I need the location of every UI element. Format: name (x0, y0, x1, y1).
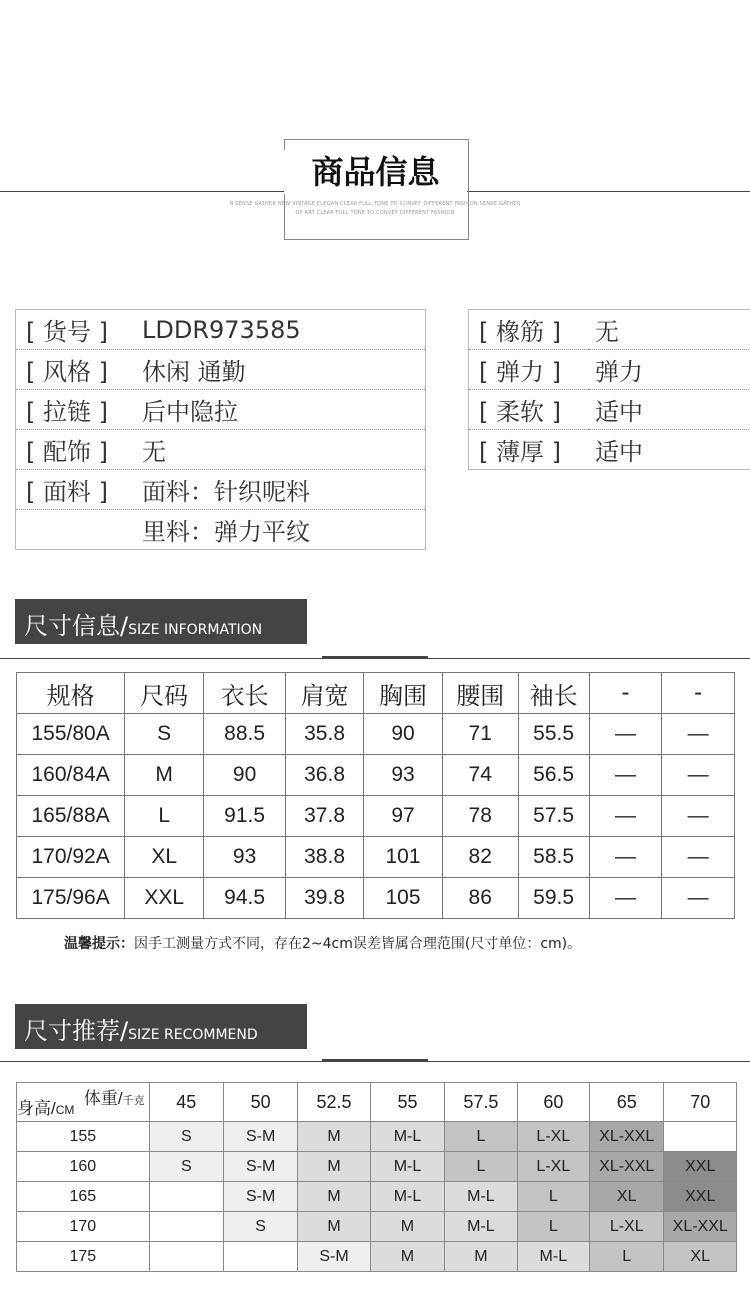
weight-header: 52.5 (298, 1083, 371, 1122)
size-cell: 57.5 (518, 796, 589, 837)
recommend-cell: S-M (223, 1122, 297, 1152)
size-cell: 74 (442, 755, 518, 796)
size-cell: 93 (364, 755, 443, 796)
recommend-cell (664, 1122, 737, 1152)
size-cell: 37.8 (286, 796, 364, 837)
info-value: 休闲 通勤 (136, 350, 425, 390)
size-cell: L (125, 796, 204, 837)
size-cell: XL (125, 837, 204, 878)
info-value: 面料：针织呢料 (136, 470, 425, 510)
size-cell: S (125, 714, 204, 755)
size-table (16, 672, 735, 919)
height-cell: 155 (17, 1122, 150, 1152)
recommend-cell: S (223, 1212, 297, 1242)
table-row (17, 714, 735, 755)
size-recommend-header (15, 1004, 307, 1049)
size-cell: — (589, 714, 662, 755)
size-cell: — (662, 714, 735, 755)
size-cell: 160/84A (17, 755, 125, 796)
info-value: 适中 (595, 438, 643, 466)
section-divider (0, 658, 750, 659)
info-row (16, 310, 425, 350)
info-key: [ 配饰 ] (16, 430, 136, 470)
info-key: [ 薄厚 ] (479, 438, 561, 466)
height-cell: 170 (17, 1212, 150, 1242)
recommend-cell: M (370, 1242, 444, 1272)
info-key: [ 风格 ] (16, 350, 136, 390)
size-recommend-slash: / (120, 1017, 129, 1045)
table-row (17, 1212, 737, 1242)
info-key: [ 面料 ] (16, 470, 136, 510)
recommend-cell: M (298, 1182, 371, 1212)
size-recommend-subtitle: SIZE RECOMMEND (128, 1027, 258, 1043)
size-cell: — (662, 796, 735, 837)
recommend-cell: L (517, 1182, 589, 1212)
size-cell: 170/92A (17, 837, 125, 878)
size-cell: 105 (364, 878, 443, 919)
size-col-header: 肩宽 (286, 673, 364, 714)
product-info-left (15, 309, 426, 550)
size-cell: 55.5 (518, 714, 589, 755)
height-cell: 165 (17, 1182, 150, 1212)
table-row (17, 1242, 737, 1272)
size-recommend-title: 尺寸推荐 (24, 1017, 120, 1045)
weight-header: 50 (223, 1083, 297, 1122)
product-info-right (468, 309, 750, 470)
size-cell: 38.8 (286, 837, 364, 878)
size-cell: 88.5 (204, 714, 286, 755)
recommend-cell: L-XL (590, 1212, 664, 1242)
recommend-cell: S-M (223, 1152, 297, 1182)
table-row (17, 796, 735, 837)
size-cell: — (662, 837, 735, 878)
size-cell: 155/80A (17, 714, 125, 755)
weight-label: 体重/千克 (83, 1089, 145, 1108)
table-row (17, 837, 735, 878)
size-cell: 93 (204, 837, 286, 878)
height-cell: 160 (17, 1152, 150, 1182)
info-row (16, 470, 425, 510)
size-cell: 39.8 (286, 878, 364, 919)
recommend-cell: XXL (664, 1152, 737, 1182)
weight-header: 70 (664, 1083, 737, 1122)
info-value: 无 (589, 310, 750, 350)
recommend-cell: M (298, 1152, 371, 1182)
size-info-title: 尺寸信息 (24, 612, 120, 640)
info-value: LDDR973585 (136, 310, 425, 350)
info-row (16, 430, 425, 470)
info-key: [ 拉链 ] (16, 390, 136, 430)
recommend-cell: M-L (370, 1152, 444, 1182)
size-col-header: 规格 (17, 673, 125, 714)
table-row (17, 1152, 737, 1182)
info-key: [ 橡筋 ] (469, 310, 589, 350)
weight-header: 55 (370, 1083, 444, 1122)
recommend-cell: M (370, 1212, 444, 1242)
recommend-cell: M (298, 1122, 371, 1152)
page-title: 商品信息 (284, 150, 467, 194)
size-cell: 165/88A (17, 796, 125, 837)
size-col-header: 腰围 (442, 673, 518, 714)
size-cell: 101 (364, 837, 443, 878)
info-row (469, 430, 750, 470)
size-cell: — (662, 755, 735, 796)
recommend-cell: L-XL (517, 1122, 589, 1152)
title-subtext-1: N SENSE GATHER NEW VINTAGE ELEGAN CLEAR FULL TONE TO CONVEY DIFFERENT FASHION SENSE GATHER (229, 201, 521, 207)
recommend-corner-cell (17, 1083, 150, 1122)
table-row (17, 1182, 737, 1212)
info-key: [ 货号 ] (16, 310, 136, 350)
info-row (16, 390, 425, 430)
measurement-tip (64, 933, 581, 953)
info-key: [ 柔软 ] (469, 390, 589, 430)
size-col-header: - (662, 673, 735, 714)
recommend-cell: S-M (298, 1242, 371, 1272)
tip-label: 温馨提示： (64, 936, 134, 952)
size-cell: — (589, 796, 662, 837)
info-value: 弹力 (589, 350, 750, 390)
info-row (469, 350, 750, 390)
info-value: 里料：弹力平纹 (142, 518, 310, 546)
size-col-header: 尺码 (125, 673, 204, 714)
size-info-subtitle: SIZE INFORMATION (128, 622, 263, 638)
info-key (16, 510, 136, 550)
size-cell: — (662, 878, 735, 919)
recommend-cell: M-L (517, 1242, 589, 1272)
info-value: 无 (136, 430, 425, 470)
size-col-header: 袖长 (518, 673, 589, 714)
size-cell: 97 (364, 796, 443, 837)
size-recommend-table (16, 1082, 737, 1272)
recommend-header-row (17, 1083, 737, 1122)
size-cell: 36.8 (286, 755, 364, 796)
recommend-cell: M-L (370, 1182, 444, 1212)
info-row (16, 510, 425, 550)
recommend-cell: XL-XXL (664, 1212, 737, 1242)
title-subtext-2: OP ART CLEAR FULL TONE TO CONVEY DIFFERENT FASHION (295, 210, 455, 216)
size-cell: — (589, 878, 662, 919)
size-info-slash: / (120, 612, 129, 640)
info-row (469, 310, 750, 350)
recommend-cell: L (445, 1122, 518, 1152)
tip-text: 因手工测量方式不同，存在2~4cm误差皆属合理范围(尺寸单位：cm)。 (134, 936, 582, 952)
info-value: 适中 (589, 390, 750, 430)
size-cell: 82 (442, 837, 518, 878)
recommend-cell: L (590, 1242, 664, 1272)
recommend-cell: M (445, 1242, 518, 1272)
table-row (17, 755, 735, 796)
recommend-cell: M (298, 1212, 371, 1242)
recommend-cell: XL-XXL (590, 1152, 664, 1182)
recommend-cell: L (517, 1212, 589, 1242)
size-cell: 71 (442, 714, 518, 755)
recommend-cell (149, 1242, 223, 1272)
info-value: 后中隐拉 (136, 390, 425, 430)
table-row (17, 878, 735, 919)
size-cell: 56.5 (518, 755, 589, 796)
recommend-cell: XXL (664, 1182, 737, 1212)
table-row (17, 1122, 737, 1152)
info-key: [ 弹力 ] (469, 350, 589, 390)
size-col-header: - (589, 673, 662, 714)
size-cell: 78 (442, 796, 518, 837)
info-row (16, 350, 425, 390)
recommend-cell: XL-XXL (590, 1122, 664, 1152)
recommend-cell: M-L (370, 1122, 444, 1152)
size-cell: 35.8 (286, 714, 364, 755)
weight-header: 60 (517, 1083, 589, 1122)
weight-header: 57.5 (445, 1083, 518, 1122)
recommend-cell: S (149, 1122, 223, 1152)
size-cell: XXL (125, 878, 204, 919)
recommend-cell: S (149, 1152, 223, 1182)
size-col-header: 胸围 (364, 673, 443, 714)
weight-header: 45 (149, 1083, 223, 1122)
recommend-cell (149, 1212, 223, 1242)
recommend-cell (149, 1182, 223, 1212)
size-table-header (17, 673, 735, 714)
height-label: 身高/CM (17, 1099, 75, 1118)
weight-header: 65 (590, 1083, 664, 1122)
size-cell: 86 (442, 878, 518, 919)
section-divider (0, 1061, 750, 1062)
size-cell: — (589, 755, 662, 796)
size-cell: 175/96A (17, 878, 125, 919)
size-cell: — (589, 837, 662, 878)
recommend-cell: XL (590, 1182, 664, 1212)
size-cell: 94.5 (204, 878, 286, 919)
size-cell: 90 (204, 755, 286, 796)
size-col-header: 衣长 (204, 673, 286, 714)
height-cell: 175 (17, 1242, 150, 1272)
recommend-cell: XL (664, 1242, 737, 1272)
size-cell: M (125, 755, 204, 796)
size-cell: 91.5 (204, 796, 286, 837)
size-cell: 90 (364, 714, 443, 755)
recommend-cell: L (445, 1152, 518, 1182)
recommend-cell: M-L (445, 1212, 518, 1242)
size-cell: 59.5 (518, 878, 589, 919)
size-info-header (15, 599, 307, 644)
size-cell: 58.5 (518, 837, 589, 878)
recommend-cell: S-M (223, 1182, 297, 1212)
recommend-cell (223, 1242, 297, 1272)
info-row (469, 390, 750, 430)
recommend-cell: M-L (445, 1182, 518, 1212)
recommend-cell: L-XL (517, 1152, 589, 1182)
